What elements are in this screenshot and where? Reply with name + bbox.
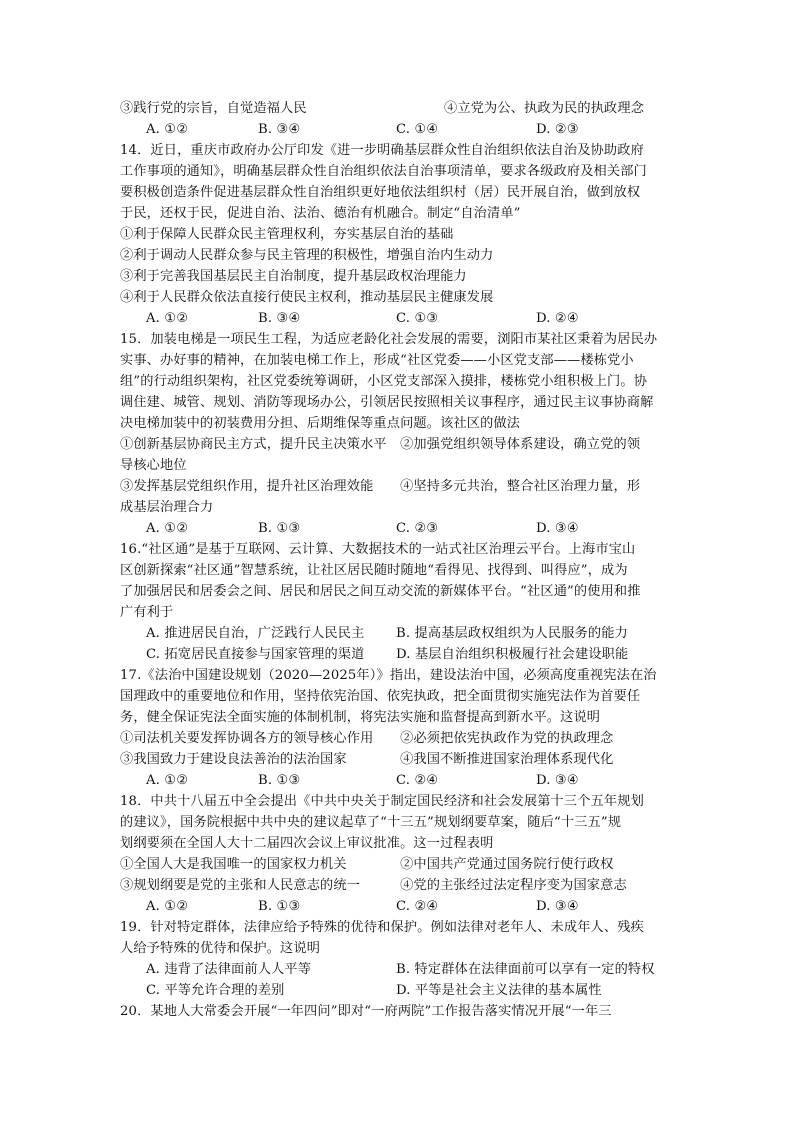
q17-option-a[interactable]: A. ①②	[146, 773, 189, 788]
q17-stem-line: 务，健全保证宪法全面实施的体制机制，将宪法实施和监督提高到新水平。这说明	[120, 710, 601, 725]
q17-option-b[interactable]: B. ①③	[258, 773, 301, 788]
q17-option-d[interactable]: D. ③④	[536, 773, 579, 788]
q20-stem-line: 20．某地人大常委会开展“一年四问”即对“一府两院”工作报告落实情况开展“一年三	[120, 1004, 612, 1019]
q13-option-c[interactable]: C. ①④	[396, 122, 439, 137]
q14-stem-line: 工作事项的通知》，明确基层群众性自治组织依法自治事项清单，要求各级政府及相关部门	[120, 164, 647, 179]
q15-statement: 导核心地位	[120, 458, 187, 473]
q16-option-a[interactable]: A. 推进居民自治，广泛践行人民民主	[146, 626, 365, 641]
q16-stem-line: 广有利于	[120, 605, 174, 620]
q19-stem-line: 人给予特殊的优待和保护。这说明	[120, 941, 321, 956]
q16-option-c[interactable]: C. 拓宽居民直接参与国家管理的渠道	[146, 647, 365, 662]
q14-option-c[interactable]: C. ①③	[396, 311, 439, 326]
q14-option-d[interactable]: D. ②④	[536, 311, 579, 326]
q16-stem-line: 区创新探索“社区通”智慧系统，让社区居民随时随地“看得见、找得到、叫得应”，成为	[120, 563, 628, 578]
q14-option-a[interactable]: A. ①②	[146, 311, 189, 326]
q19-option-c[interactable]: C. 平等允许合理的差别	[146, 983, 285, 998]
q16-stem-line: 了加强居民和居委会之间、居民和居民之间互动交流的新媒体平台。“社区通”的使用和推	[120, 584, 641, 599]
q15-statement: ①创新基层协商民主方式，提升民主决策水平 ②加强党组织领导体系建设，确立党的领	[120, 437, 641, 452]
q19-stem-line: 19．针对特定群体，法律应给予特殊的优待和保护。例如法律对老年人、未成年人、残疾	[120, 920, 644, 935]
q18-stem-line: 的建议》，国务院根据中共中央的建议起草了“十三五”规划纲要草案，随后“十三五”规	[120, 815, 622, 830]
q13-option-d[interactable]: D. ②③	[536, 122, 579, 137]
q14-statement: ③利于完善我国基层民主自治制度，提升基层政权治理能力	[120, 269, 467, 284]
q15-option-b[interactable]: B. ①③	[258, 521, 301, 536]
q16-stem-line: 16.“社区通”是基于互联网、云计算、大数据技术的一站式社区治理云平台。上海市宝山	[120, 542, 636, 557]
q18-statement-pair: ③规划纲要是党的主张和人民意志的统一 ④党的主张经过法定程序变为国家意志	[120, 878, 627, 893]
q17-stem-line: 国理政中的重要地位和作用，坚持依宪治国、依宪执政，把全面贯彻实施宪法作为首要任	[120, 689, 641, 704]
q19-option-a[interactable]: A. 违背了法律面前人人平等	[146, 962, 312, 977]
q15-option-d[interactable]: D. ③④	[536, 521, 579, 536]
q15-stem-line: 实事、办好事的精神，在加装电梯工作上，形成“社区党委——小区党支部——楼栋党小	[120, 353, 634, 368]
q15-option-c[interactable]: C. ②③	[396, 521, 439, 536]
q18-option-b[interactable]: B. ①③	[258, 899, 301, 914]
q19-option-b[interactable]: B. 特定群体在法律面前可以享有一定的特权	[396, 962, 655, 977]
q18-option-d[interactable]: D. ③④	[536, 899, 579, 914]
q14-stem-line: 于民，还权于民，促进自治、法治、德治有机融合。制定“自治清单”	[120, 206, 521, 221]
q13-statement-3: ③践行党的宗旨，自觉造福人民	[120, 101, 307, 116]
q15-stem-line: 15．加装电梯是一项民生工程，为适应老龄化社会发展的需要，浏阳市某社区秉着为居民办	[120, 332, 658, 347]
q17-statement-pair: ①司法机关要发挥协调各方的领导核心作用 ②必须把依宪执政作为党的执政理念	[120, 731, 614, 746]
q15-option-a[interactable]: A. ①②	[146, 521, 189, 536]
q15-stem-line: 决电梯加装中的初装费用分担、后期维保等重点问题。该社区的做法	[120, 416, 521, 431]
q14-statement: ②利于调动人民群众参与民主管理的积极性，增强自治内生动力	[120, 248, 494, 263]
q18-option-a[interactable]: A. ①②	[146, 899, 189, 914]
q15-stem-line: 调住建、城管、规划、消防等现场办公，引领居民按照相关议事程序，通过民主议事协商解	[120, 395, 654, 410]
q17-statement-pair: ③我国致力于建设良法善治的法治国家 ④我国不断推进国家治理体系现代化	[120, 752, 614, 767]
q13-option-b[interactable]: B. ③④	[258, 122, 301, 137]
q17-stem-line: 17.《法治中国建设规划（2020—2025年）》指出，建设法治中国，必须高度重视宪法在治	[120, 668, 657, 683]
q18-option-c[interactable]: C. ②④	[396, 899, 439, 914]
q18-stem-line: 18．中共十八届五中全会提出《中共中央关于制定国民经济和社会发展第十三个五年规划	[120, 794, 644, 809]
q18-statement-pair: ①全国人大是我国唯一的国家权力机关 ②中国共产党通过国务院行使行政权	[120, 857, 614, 872]
q14-stem-line: 14．近日，重庆市政府办公厅印发《进一步明确基层群众性自治组织依法自治及协助政府	[120, 143, 644, 158]
q14-option-b[interactable]: B. ③④	[258, 311, 301, 326]
q14-statement: ④利于人民群众依法直接行使民主权利，推动基层民主健康发展	[120, 290, 494, 305]
q19-option-d[interactable]: D. 平等是社会主义法律的基本属性	[396, 983, 602, 998]
q15-stem-line: 组”的行动组织架构，社区党委统筹调研，小区党支部深入摸排，楼栋党小组积极上门。协	[120, 374, 648, 389]
q16-option-d[interactable]: D. 基层自治组织积极履行社会建设职能	[396, 647, 629, 662]
q13-option-a[interactable]: A. ①②	[146, 122, 189, 137]
q13-statement-4: ④立党为公、执政为民的执政理念	[444, 101, 645, 116]
q15-statement: 成基层治理合力	[120, 500, 214, 515]
q18-stem-line: 划纲要须在全国人大十二届四次会议上审议批准。这一过程表明	[120, 836, 494, 851]
q15-statement: ③发挥基层党组织作用，提升社区治理效能 ④坚持多元共治，整合社区治理力量，形	[120, 479, 641, 494]
q17-option-c[interactable]: C. ②④	[396, 773, 439, 788]
q14-statement: ①利于保障人民群众民主管理权利，夯实基层自治的基础	[120, 227, 454, 242]
q16-option-b[interactable]: B. 提高基层政权组织为人民服务的能力	[396, 626, 628, 641]
q14-stem-line: 要积极创造条件促进基层群众性自治组织更好地依法组织村（居）民开展自治，做到放权	[120, 185, 641, 200]
